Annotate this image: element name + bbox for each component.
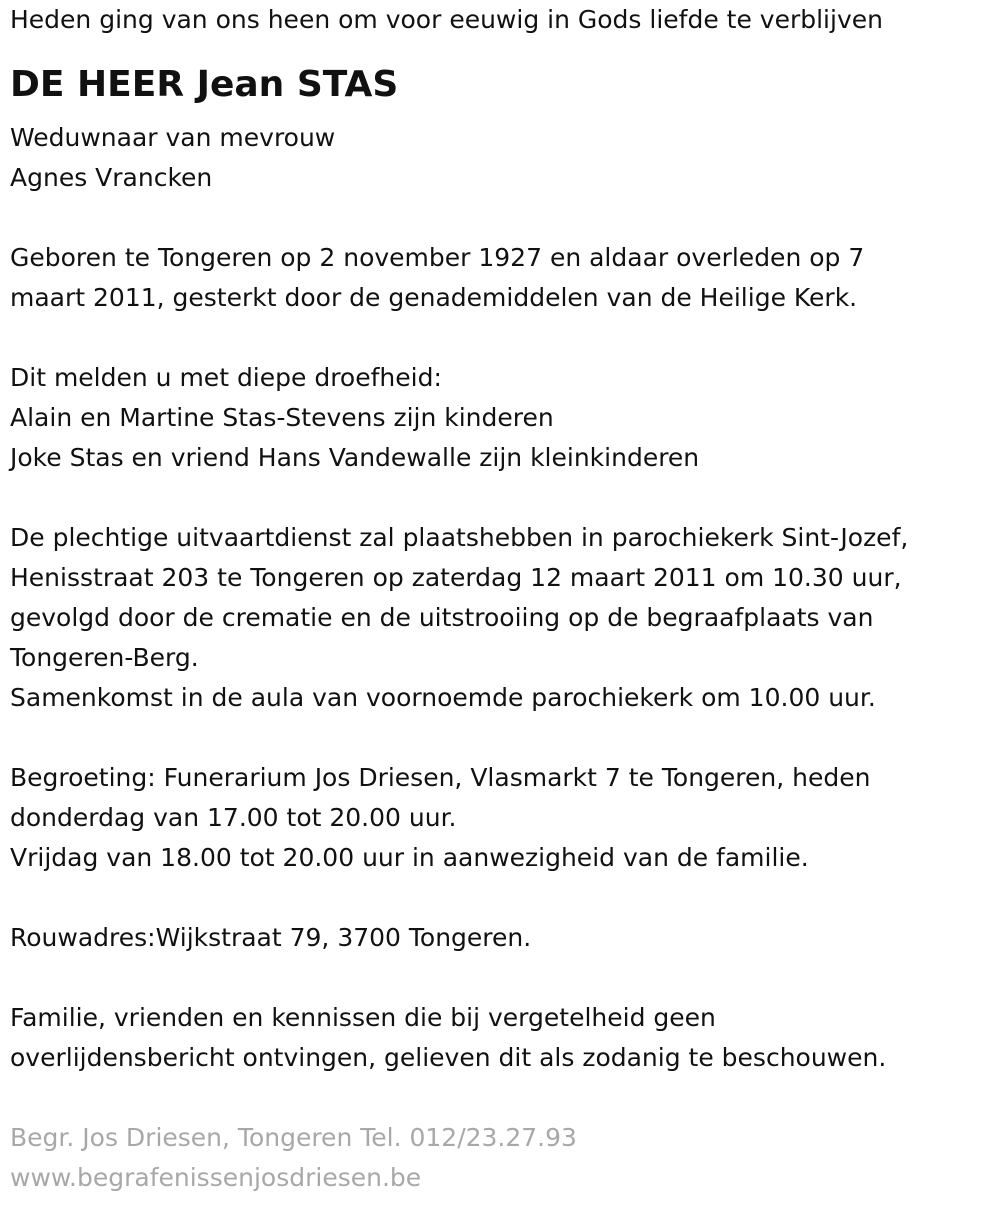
- obituary-notice: [10, 0, 990, 1198]
- spacer: [10, 878, 990, 918]
- intro-line: Heden ging van ons heen om voor eeuwig in Gods liefde te verblijven: [10, 5, 883, 34]
- spouse-section: [10, 118, 990, 198]
- notice-section: [10, 998, 990, 1078]
- funeral-line: Henisstraat 203 te Tongeren op zaterdag 12 maart 2011 om 10.30 uur,: [10, 563, 902, 592]
- spouse-name-line: Agnes Vrancken: [10, 163, 213, 192]
- grandchildren-line: Joke Stas en vriend Hans Vandewalle zijn kleinkinderen: [10, 443, 700, 472]
- family-intro-line: Dit melden u met diepe droefheid:: [10, 363, 442, 392]
- website-link[interactable]: www.begrafenissenjosdriesen.be: [10, 1163, 422, 1192]
- visitation-line: donderdag van 17.00 tot 20.00 uur.: [10, 803, 457, 832]
- children-line: Alain en Martine Stas-Stevens zijn kinderen: [10, 403, 554, 432]
- notice-line: Familie, vrienden en kennissen die bij vergetelheid geen: [10, 1003, 716, 1032]
- funeral-section: [10, 518, 990, 718]
- notice-line: overlijdensbericht ontvingen, gelieven dit als zodanig te beschouwen.: [10, 1043, 887, 1072]
- funeral-line: Tongeren-Berg.: [10, 643, 199, 672]
- undertaker-contact: Begr. Jos Driesen, Tongeren Tel. 012/23.27.93: [10, 1123, 577, 1152]
- spacer: [10, 478, 990, 518]
- spouse-line: Weduwnaar van mevrouw: [10, 123, 336, 152]
- funeral-line: gevolgd door de crematie en de uitstrooiing op de begraafplaats van: [10, 603, 874, 632]
- footer: [10, 1118, 990, 1198]
- spacer: [10, 318, 990, 358]
- mourning-address: Rouwadres:Wijkstraat 79, 3700 Tongeren.: [10, 923, 532, 952]
- birth-death-section: [10, 238, 990, 318]
- family-section: [10, 358, 990, 478]
- spacer: [10, 958, 990, 998]
- birth-death-line: Geboren te Tongeren op 2 november 1927 en aldaar overleden op 7: [10, 243, 865, 272]
- visitation-section: [10, 758, 990, 878]
- spacer: [10, 198, 990, 238]
- gathering-line: Samenkomst in de aula van voornoemde parochiekerk om 10.00 uur.: [10, 683, 876, 712]
- spacer: [10, 718, 990, 758]
- birth-death-line: maart 2011, gesterkt door de genademiddelen van de Heilige Kerk.: [10, 283, 858, 312]
- visitation-line: Vrijdag van 18.00 tot 20.00 uur in aanwezigheid van de familie.: [10, 843, 809, 872]
- spacer: [10, 1078, 990, 1118]
- visitation-line: Begroeting: Funerarium Jos Driesen, Vlasmarkt 7 te Tongeren, heden: [10, 763, 871, 792]
- deceased-name-title: DE HEER Jean STAS: [10, 64, 399, 105]
- funeral-line: De plechtige uitvaartdienst zal plaatshebben in parochiekerk Sint-Jozef,: [10, 523, 909, 552]
